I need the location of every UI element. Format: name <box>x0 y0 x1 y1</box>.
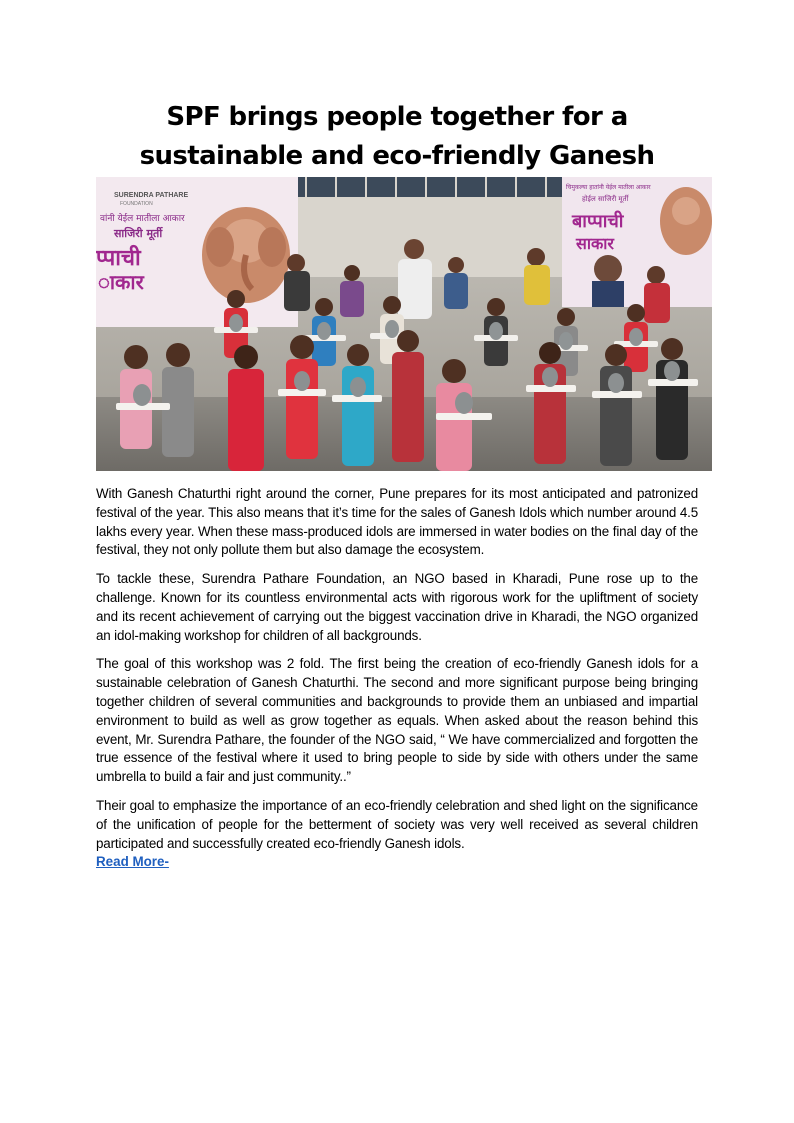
article-title: SPF brings people together for a sustainable and eco-friendly Ganesh <box>139 102 655 171</box>
banner-right-big2: साकार <box>576 234 614 253</box>
banner-left-brand: SURENDRA PATHARE <box>114 192 189 199</box>
article-paragraph: Their goal to emphasize the importance of an eco-friendly celebration and shed light on the significance of the unification of people for the betterment of society was very well received as several children participated and successfully created eco-friendly Ganesh idols. <box>96 797 698 851</box>
banner-left-brand-sub: FOUNDATION <box>120 201 153 207</box>
banner-right-line2: होईल साजिरी मूर्ती <box>582 195 629 203</box>
workshop-photo <box>96 177 712 471</box>
banner-left-line2: साजिरी मूर्ती <box>114 227 163 240</box>
article-body <box>96 485 698 872</box>
banner-left-big1: प्पाची <box>96 246 141 271</box>
banner-left-line1: वांनी येईल मातीला आकार <box>100 214 185 224</box>
left-banner <box>96 177 298 327</box>
right-banner <box>562 177 712 307</box>
article-paragraph: To tackle these, Surendra Pathare Foundation, an NGO based in Kharadi, Pune rose up to the challenge. Known for its countless environmental acts with rigorous work for the upliftment of society and its recent achievement of carrying out the biggest vaccination drive in Kharadi, the NGO organized an idol-making workshop for children of all backgrounds. <box>96 571 698 643</box>
article-paragraph: With Ganesh Chaturthi right around the corner, Pune prepares for its most anticipated and patronized festival of the year. This also means that it’s time for the sales of Ganesh Idols which number around 4.5 lakhs every year. When these mass-produced idols are immersed in water bodies on the final day of the festival, they not only pollute them but also damage the ecosystem. <box>96 486 698 558</box>
banner-right-big1: बाप्पाची <box>572 211 624 232</box>
banner-left-big2: ाकार <box>98 270 144 294</box>
read-more-link[interactable]: Read More- <box>96 854 169 870</box>
article-paragraph: The goal of this workshop was 2 fold. The first being the creation of eco-friendly Ganesh idols for a sustainable celebration of Ganesh Chaturthi. The second and more significant purpose being bringing together children of several communities and backgrounds to provide them an unbiased and impartial environment to build as well as grow together as equals. When asked about the reason behind this event, Mr. Surendra Pathare, the founder of the NGO said, “ We have commercialized and forgotten the true essence of the festival where it used to bring people to side by side with others under the same umbrella to build a fair and just community..” <box>96 656 698 785</box>
banner-right-line1: चिमुकल्या हातांनी येईल मातीला आकार <box>566 184 651 191</box>
